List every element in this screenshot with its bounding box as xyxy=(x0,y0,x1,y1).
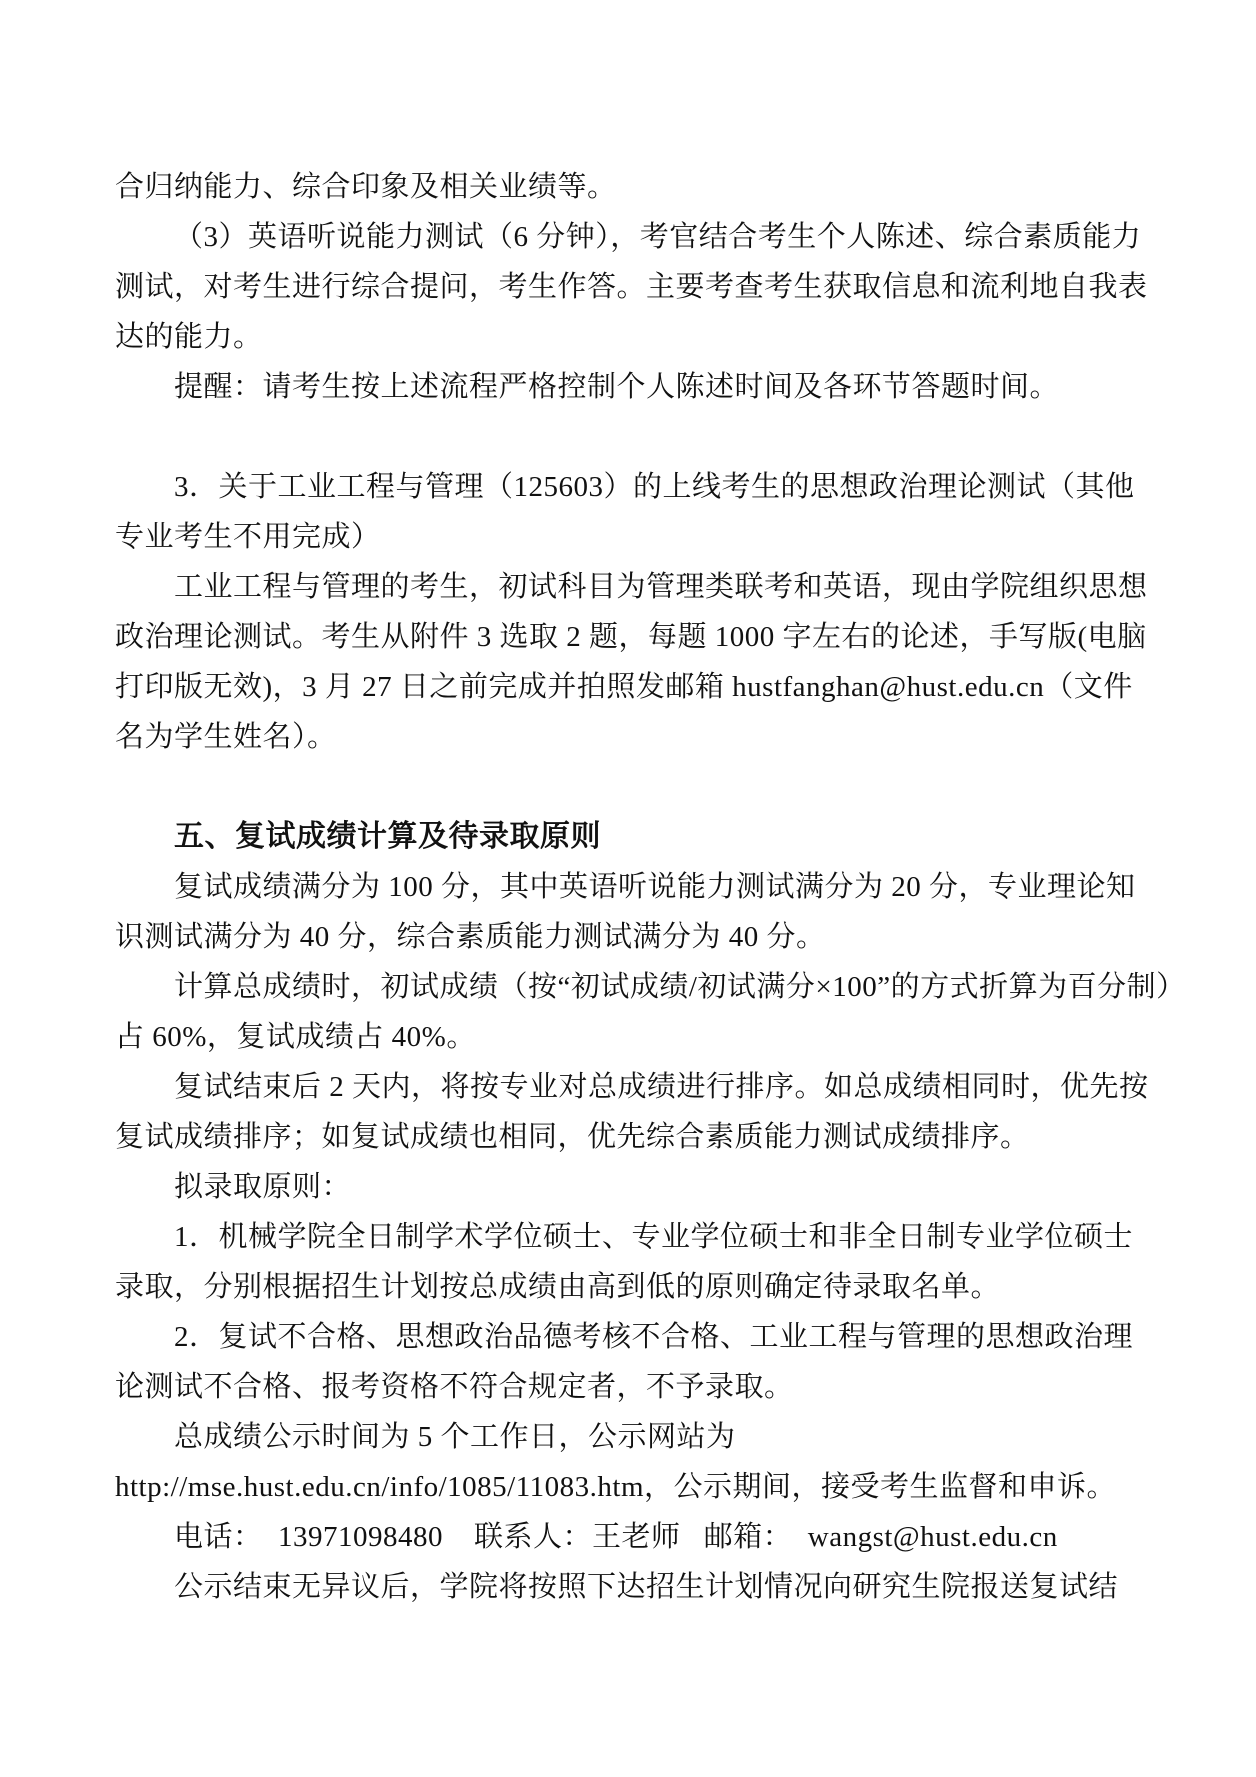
text-line: 名为学生姓名）。 xyxy=(115,721,337,753)
text-line-url: http://mse.hust.edu.cn/info/1085/11083.htm，公示期间，接受考生监督和申诉。 xyxy=(115,1471,1117,1503)
admission-principles-label: 拟录取原则： xyxy=(174,1171,352,1203)
text-line: 总成绩公示时间为 5 个工作日，公示网站为 xyxy=(174,1421,736,1453)
item-3-title: 3．关于工业工程与管理（125603）的上线考生的思想政治理论测试（其他 xyxy=(174,471,1135,503)
principle-2-line: 2．复试不合格、思想政治品德考核不合格、工业工程与管理的思想政治理 xyxy=(174,1321,1134,1353)
text-line: 合归纳能力、综合印象及相关业绩等。 xyxy=(115,171,617,203)
text-line: 占 60%，复试成绩占 40%。 xyxy=(115,1021,476,1053)
text-line: 公示结束无异议后，学院将按照下达招生计划情况向研究生院报送复试结 xyxy=(174,1571,1119,1603)
contact-line: 电话： 13971098480 联系人：王老师 邮箱： wangst@hust.edu.cn xyxy=(174,1521,1058,1553)
text-line: 计算总成绩时，初试成绩（按“初试成绩/初试满分×100”的方式折算为百分制） xyxy=(174,971,1186,1003)
blank-line xyxy=(115,762,1160,812)
text-line: 复试成绩满分为 100 分，其中英语听说能力测试满分为 20 分，专业理论知 xyxy=(174,871,1136,903)
text-line: 识测试满分为 40 分，综合素质能力测试满分为 40 分。 xyxy=(115,921,826,953)
text-line: （3）英语听说能力测试（6 分钟），考官结合考生个人陈述、综合素质能力 xyxy=(174,221,1142,253)
text-line: 复试成绩排序；如复试成绩也相同，优先综合素质能力测试成绩排序。 xyxy=(115,1121,1030,1153)
text-line: 工业工程与管理的考生，初试科目为管理类联考和英语，现由学院组织思想 xyxy=(174,571,1148,603)
text-line: 论测试不合格、报考资格不符合规定者，不予录取。 xyxy=(115,1371,794,1403)
document-text-block xyxy=(115,162,1186,1612)
text-line: 测试，对考生进行综合提问，考生作答。主要考查考生获取信息和流利地自我表 xyxy=(115,271,1148,303)
reminder-line: 提醒：请考生按上述流程严格控制个人陈述时间及各环节答题时间。 xyxy=(174,371,1060,403)
text-line: 复试结束后 2 天内，将按专业对总成绩进行排序。如总成绩相同时，优先按 xyxy=(174,1071,1149,1103)
principle-1-line: 1．机械学院全日制学术学位硕士、专业学位硕士和非全日制专业学位硕士 xyxy=(174,1221,1134,1253)
text-line: 政治理论测试。考生从附件 3 选取 2 题，每题 1000 字左右的论述，手写版(电脑 xyxy=(115,621,1147,653)
section-5-heading: 五、复试成绩计算及待录取原则 xyxy=(174,820,601,853)
blank-line xyxy=(115,412,1160,462)
text-line-email: 打印版无效)，3 月 27 日之前完成并拍照发邮箱 hustfanghan@hust.edu.cn（文件 xyxy=(115,671,1133,703)
text-line: 录取，分别根据招生计划按总成绩由高到低的原则确定待录取名单。 xyxy=(115,1271,1001,1303)
text-line: 达的能力。 xyxy=(115,321,263,353)
text-line: 专业考生不用完成） xyxy=(115,521,381,553)
